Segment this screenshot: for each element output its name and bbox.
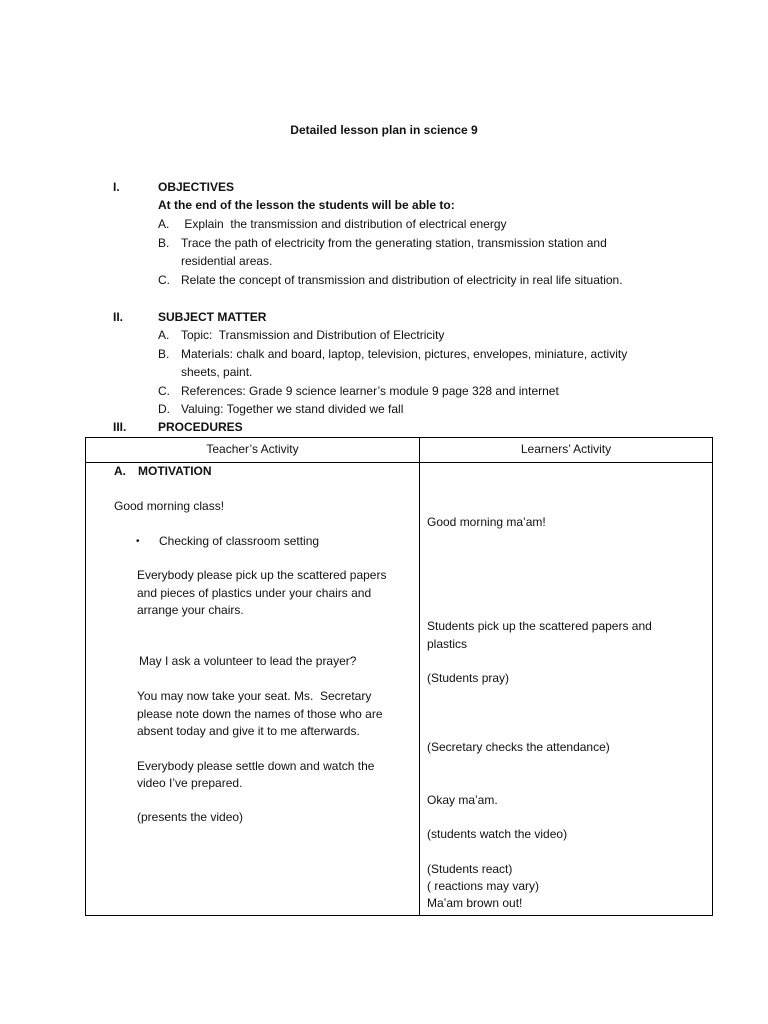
subject-matter-numeral: II. (113, 310, 124, 324)
objective-b-text-line1: Trace the path of electricity from the generating station, transmission station and (181, 236, 607, 250)
okay-response: Okay ma’am. (427, 793, 498, 807)
video-line-1: Everybody please settle down and watch the (137, 759, 375, 773)
subject-c-letter: C. (158, 384, 170, 398)
document-title: Detailed lesson plan in science 9 (290, 123, 478, 137)
objectives-heading: OBJECTIVES (158, 180, 235, 194)
procedures-numeral: III. (113, 420, 127, 434)
learners-greeting: Good morning ma’am! (427, 515, 546, 529)
prayer-request: May I ask a volunteer to lead the prayer? (139, 654, 357, 668)
subject-b-text-line2: sheets, paint. (181, 365, 253, 379)
objective-b-letter: B. (158, 236, 170, 250)
subject-a-letter: A. (158, 328, 170, 342)
seat-line-1: You may now take your seat. Ms. Secretary (137, 689, 372, 703)
motivation-letter: A. (114, 464, 126, 478)
objective-c-letter: C. (158, 273, 170, 287)
react-line-2: ( reactions may vary) (427, 879, 540, 893)
subject-b-letter: B. (158, 347, 170, 361)
instruction-line-2: and pieces of plastics under your chairs and (137, 586, 372, 600)
table-row (86, 463, 713, 916)
teacher-activity-header: Teacher’s Activity (86, 438, 420, 463)
objectives-numeral: I. (113, 180, 120, 194)
video-line-2: video I’ve prepared. (137, 776, 243, 790)
checking-classroom-text: Checking of classroom setting (159, 534, 320, 548)
subject-a-text: Topic: Transmission and Distribution of Electricity (181, 328, 445, 342)
bullet-icon: • (136, 536, 140, 547)
instruction-line-1: Everybody please pick up the scattered papers (137, 568, 387, 582)
procedures-heading: PROCEDURES (158, 420, 243, 434)
table-header-row (86, 438, 713, 463)
pickup-line-2: plastics (427, 637, 468, 651)
react-line-3: Ma’am brown out! (427, 896, 523, 910)
objectives-intro: At the end of the lesson the students will be able to: (158, 198, 455, 212)
seat-line-2: please note down the names of those who are (137, 707, 383, 721)
objective-a-letter: A. (158, 217, 170, 231)
objective-c-text: Relate the concept of transmission and distribution of electricity in real life situation. (181, 273, 623, 287)
instruction-line-3: arrange your chairs. (137, 603, 244, 617)
react-line-1: (Students react) (427, 862, 513, 876)
subject-d-letter: D. (158, 402, 170, 416)
objective-a-text: Explain the transmission and distribution of electrical energy (181, 217, 507, 231)
teacher-activity-cell (86, 463, 420, 916)
motivation-label: MOTIVATION (138, 464, 212, 478)
teacher-greeting: Good morning class! (114, 499, 225, 513)
subject-d-text: Valuing: Together we stand divided we fall (181, 402, 404, 416)
subject-b-text-line1: Materials: chalk and board, laptop, television, pictures, envelopes, miniature, activity (181, 347, 628, 361)
procedures-table (85, 437, 713, 916)
subject-c-text: References: Grade 9 science learner’s module 9 page 328 and internet (181, 384, 559, 398)
students-pray: (Students pray) (427, 671, 510, 685)
subject-matter-heading: SUBJECT MATTER (158, 310, 267, 324)
pickup-line-1: Students pick up the scattered papers and (427, 619, 652, 633)
watch-video: (students watch the video) (427, 827, 568, 841)
learners-activity-cell (420, 463, 713, 916)
objective-b-text-line2: residential areas. (181, 254, 273, 268)
secretary-attendance: (Secretary checks the attendance) (427, 740, 610, 754)
learners-activity-header: Learners’ Activity (420, 438, 713, 463)
presents-video: (presents the video) (137, 810, 244, 824)
seat-line-3: absent today and give it to me afterwards. (137, 724, 360, 738)
